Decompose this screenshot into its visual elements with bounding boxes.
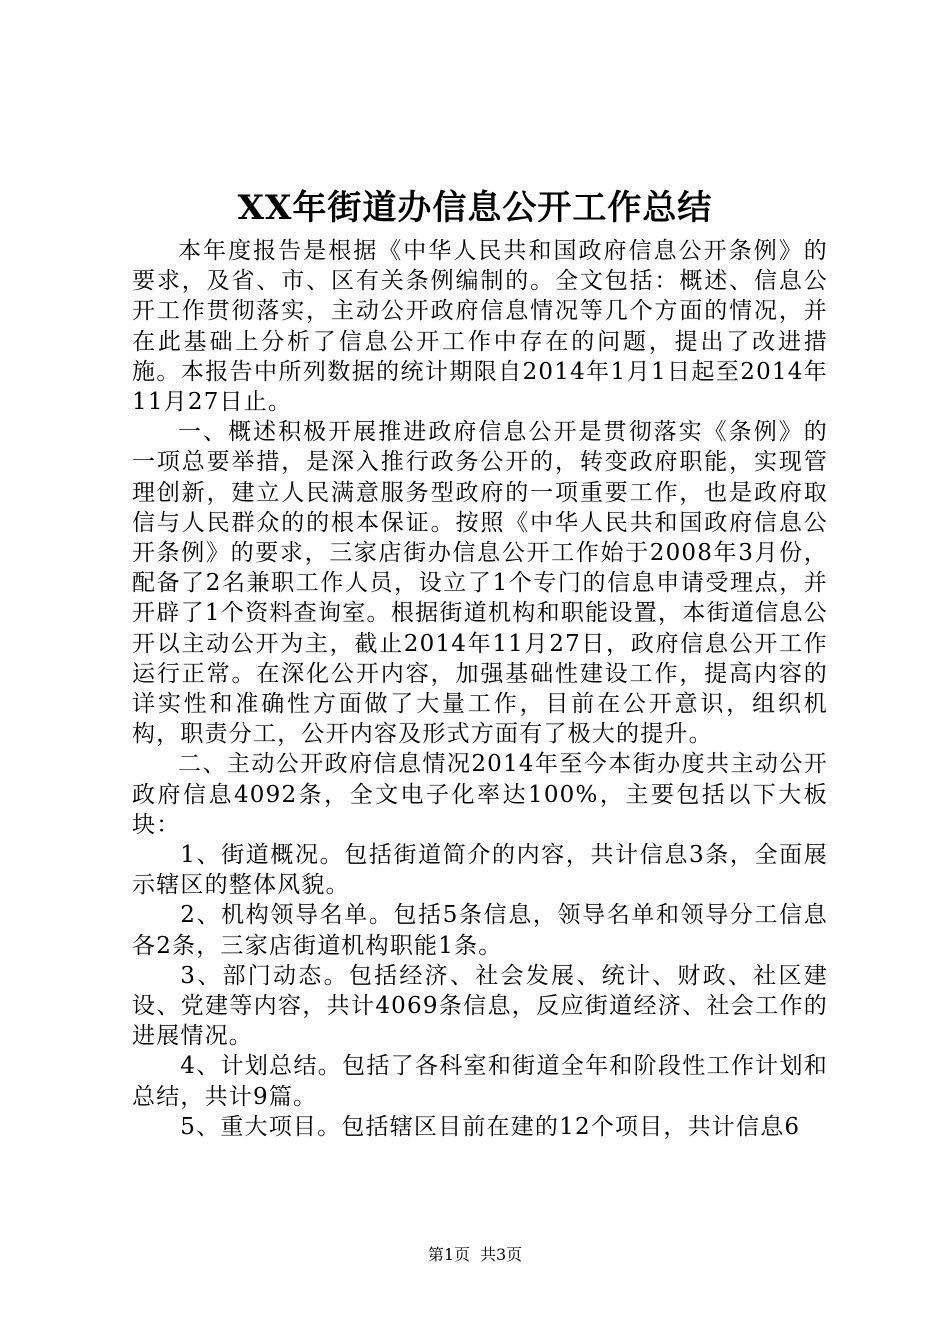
list-item-department-news: 3、部门动态。包括经济、社会发展、统计、财政、社区建设、党建等内容，共计4069条信息，反应街道经济、社会工作的进展情况。	[132, 962, 828, 1050]
page-footer	[0, 1243, 950, 1267]
page-total: 共3页	[480, 1245, 523, 1264]
document-body	[132, 236, 828, 1142]
list-item-leadership: 2、机构领导名单。包括5条信息，领导名单和领导分工信息各2条，三家店街道机构职能1条。	[132, 902, 828, 959]
list-item-plans-summaries: 4、计划总结。包括了各科室和街道全年和阶段性工作计划和总结，共计9篇。	[132, 1053, 828, 1110]
page-number: 第1页	[427, 1245, 470, 1264]
paragraph-intro: 本年度报告是根据《中华人民共和国政府信息公开条例》的要求，及省、市、区有关条例编制的。全文包括：概述、信息公开工作贯彻落实，主动公开政府信息情况等几个方面的情况，并在此基础上分析了信息公开工作中存在的问题，提出了改进措施。本报告中所列数据的统计期限自2014年1月1日起至2014年11月27日止。	[132, 238, 828, 416]
list-item-street-overview: 1、街道概况。包括街道简介的内容，共计信息3条，全面展示辖区的整体风貌。	[132, 842, 828, 899]
paragraph-section-overview: 一、概述积极开展推进政府信息公开是贯彻落实《条例》的一项总要举措，是深入推行政务公开的，转变政府职能，实现管理创新，建立人民满意服务型政府的一项重要工作，也是政府取信与人民群众的的根本保证。按照《中华人民共和国政府信息公开条例》的要求，三家店街办信息公开工作始于2008年3月份，配备了2名兼职工作人员，设立了1个专门的信息申请受理点，并开辟了1个资料查询室。根据街道机构和职能设置，本街道信息公开以主动公开为主，截止2014年11月27日，政府信息公开工作运行正常。在深化公开内容，加强基础性建设工作，提高内容的详实性和准确性方面做了大量工作，目前在公开意识，组织机构，职责分工，公开内容及形式方面有了极大的提升。	[132, 419, 828, 748]
document-title: XX年街道办信息公开工作总结	[237, 188, 713, 228]
paragraph-section-disclosure: 二、主动公开政府信息情况2014年至今本街办度共主动公开政府信息4092条，全文电子化率达100%，主要包括以下大板块：	[132, 751, 828, 838]
list-item-major-projects: 5、重大项目。包括辖区目前在建的12个项目，共计信息6	[180, 1113, 801, 1140]
